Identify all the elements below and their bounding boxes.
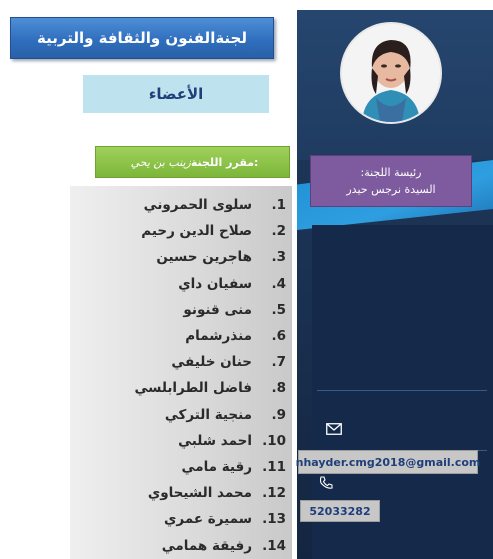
- list-item: [134, 506, 286, 532]
- divider: [317, 390, 487, 391]
- list-item-number: 9.: [271, 406, 286, 423]
- president-box: [310, 155, 472, 207]
- list-item-name: رقية مامي: [181, 458, 252, 475]
- phone-icon: [318, 475, 334, 491]
- list-item-number: 11.: [262, 458, 286, 475]
- list-item-name: سلوى الحمروني: [143, 197, 252, 214]
- list-item-number: 3.: [271, 249, 286, 266]
- members-heading: [83, 75, 269, 113]
- president-photo: [340, 22, 442, 124]
- phone-field[interactable]: [300, 500, 380, 522]
- list-item-name: فاضل الطرابلسي: [134, 380, 252, 397]
- list-item: [134, 218, 286, 244]
- list-item: [134, 454, 286, 480]
- rapporteur-role: :مقرر اللجنة: [190, 155, 259, 169]
- list-item: [134, 323, 286, 349]
- list-item-name: سفيان داي: [178, 275, 252, 292]
- list-item: [134, 402, 286, 428]
- president-name: السيدة نرجس حيدر: [346, 183, 436, 196]
- list-item-name: هاجرين حسين: [156, 249, 252, 266]
- list-item-number: 2.: [271, 223, 286, 240]
- list-item-number: 14.: [262, 537, 286, 554]
- list-item-name: حنان خليفي: [171, 354, 252, 371]
- president-label: رئيسة اللجنة:: [360, 166, 422, 179]
- list-item: [134, 532, 286, 558]
- email-text: nhayder.cmg2018@gmail.com: [295, 455, 481, 469]
- list-item-name: منجية التركي: [164, 406, 252, 423]
- list-item: [134, 375, 286, 401]
- members-list: [134, 192, 286, 559]
- email-field[interactable]: [295, 450, 481, 474]
- list-item-number: 5.: [271, 301, 286, 318]
- members-heading-text: الأعضاء: [148, 85, 204, 103]
- rapporteur-name: زينب بن يحي: [130, 155, 191, 169]
- list-item-name: منذرشمام: [185, 328, 252, 345]
- list-item: [134, 297, 286, 323]
- rapporteur-bar: [95, 146, 290, 178]
- list-item-name: محمد الشيحاوي: [147, 485, 252, 502]
- list-item-name: منى قنونو: [183, 301, 252, 318]
- list-item-number: 1.: [271, 197, 286, 214]
- list-item-number: 13.: [262, 511, 286, 528]
- list-item-number: 6.: [271, 328, 286, 345]
- envelope-icon: [326, 423, 342, 435]
- list-item-number: 12.: [262, 485, 286, 502]
- list-item: [134, 480, 286, 506]
- list-item-number: 10.: [262, 432, 286, 449]
- list-item: [134, 271, 286, 297]
- list-item-number: 7.: [271, 354, 286, 371]
- phone-text: 52033282: [309, 504, 371, 518]
- list-item-number: 8.: [271, 380, 286, 397]
- list-item-name: احمد شلبي: [178, 432, 252, 449]
- page-title-text: لجنةالفنون والثقافة والتربية: [37, 29, 247, 47]
- page-title: [10, 17, 274, 59]
- list-item-name: رفيقة همامي: [161, 537, 252, 554]
- members-panel: [70, 186, 292, 559]
- list-item-number: 4.: [271, 275, 286, 292]
- list-item: [134, 192, 286, 218]
- list-item-name: سميرة عمري: [164, 511, 252, 528]
- list-item: [134, 244, 286, 270]
- list-item: [134, 428, 286, 454]
- portrait-icon: [342, 24, 440, 122]
- list-item-name: صلاح الدين رحيم: [141, 223, 252, 240]
- list-item: [134, 349, 286, 375]
